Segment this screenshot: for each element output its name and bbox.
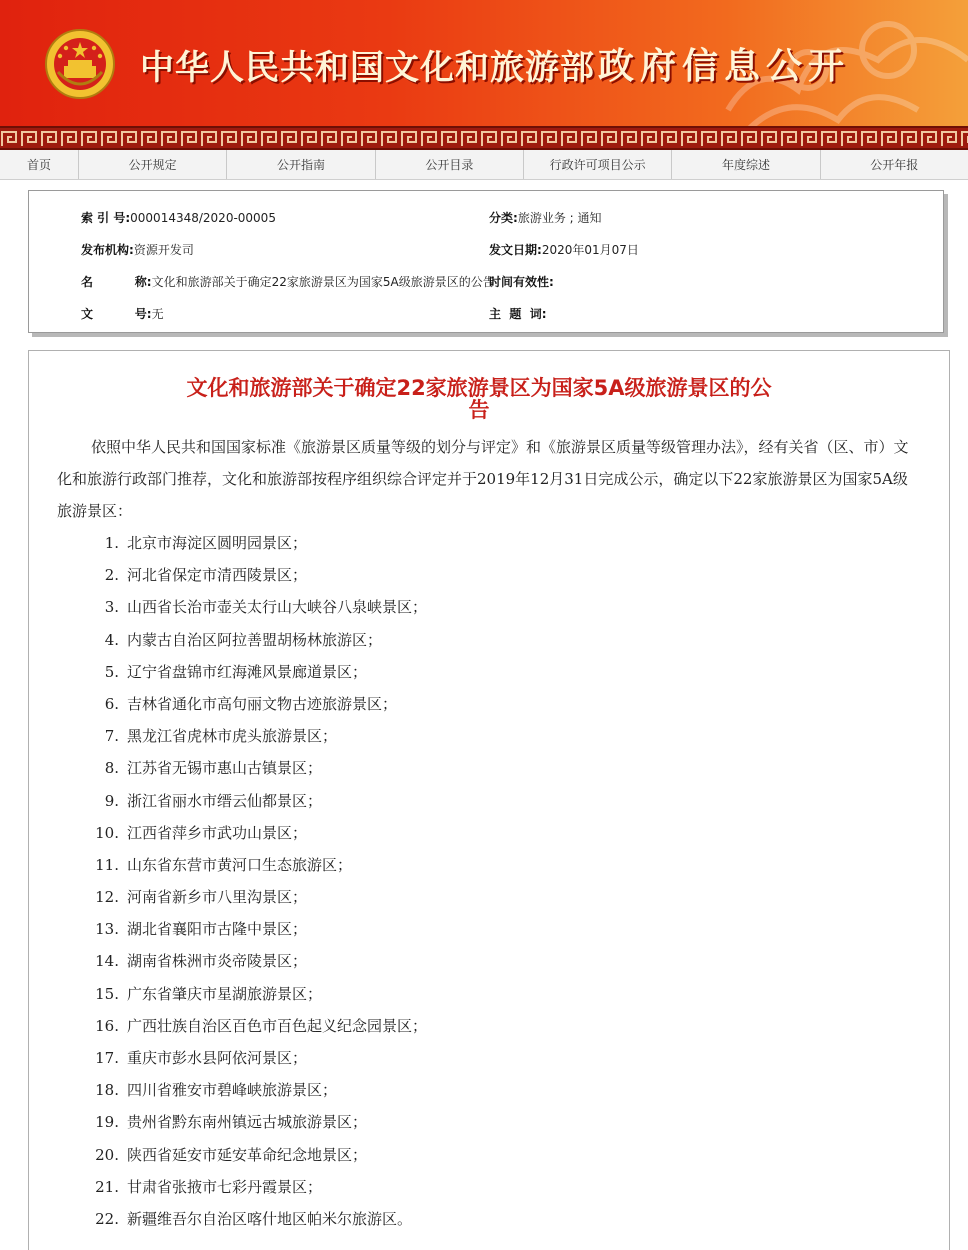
site-name: 中华人民共和国文化和旅游部	[140, 48, 595, 88]
list-item-text: 四川省雅安市碧峰峡旅游景区；	[127, 1081, 338, 1100]
list-item-text: 内蒙古自治区阿拉善盟胡杨林旅游区；	[127, 630, 383, 649]
meta-docno-value: 无	[151, 307, 164, 321]
list-item-number: 10.	[95, 823, 119, 842]
scenic-area-list	[85, 527, 427, 1235]
list-item-text: 黑龙江省虎林市虎头旅游景区；	[127, 727, 338, 746]
list-item-text: 山东省东营市黄河口生态旅游区；	[127, 855, 353, 874]
list-item	[85, 591, 427, 623]
meta-index-label: 索 引 号:	[81, 211, 131, 225]
list-item-number: 4.	[104, 630, 119, 649]
list-item	[85, 913, 427, 945]
list-item-text: 新疆维吾尔自治区喀什地区帕米尔旅游区。	[127, 1209, 413, 1228]
list-item-number: 20.	[95, 1145, 119, 1164]
article-intro: 依照中华人民共和国国家标准《旅游景区质量等级的划分与评定》和《旅游景区质量等级管理办法》，经有关省（区、市）文化和旅游行政部门推荐，文化和旅游部按程序组织综合评定并于2019年12月31日完成公示，确定以下22家旅游景区为国家5A级旅游景区：	[57, 438, 909, 520]
list-item-number: 19.	[95, 1113, 119, 1132]
list-item-text: 湖北省襄阳市古隆中景区；	[127, 920, 308, 939]
list-item	[85, 817, 427, 849]
meta-docno-label: 文 号:	[81, 307, 152, 321]
list-item-number: 2.	[104, 566, 119, 585]
list-item	[85, 720, 427, 752]
list-item	[85, 1010, 427, 1042]
list-item	[85, 688, 427, 720]
meta-keywords-label: 主 题 词:	[489, 307, 547, 321]
list-item-text: 重庆市彭水县阿依河景区；	[127, 1049, 308, 1067]
nav-disclosure-catalog[interactable]: 公开目录	[376, 150, 524, 179]
list-item-number: 11.	[95, 855, 119, 874]
list-item-number: 22.	[95, 1209, 119, 1228]
list-item-text: 广西壮族自治区百色市百色起义纪念园景区；	[127, 1016, 428, 1035]
list-item-number: 8.	[104, 759, 119, 778]
meta-keywords	[489, 305, 547, 322]
section-name: 政府信息公开	[598, 45, 851, 87]
list-item-text: 湖南省株洲市炎帝陵景区；	[127, 952, 308, 971]
list-item-number: 15.	[95, 984, 119, 1003]
list-item-number: 3.	[104, 598, 119, 617]
nav-home[interactable]: 首页	[0, 150, 79, 179]
list-item-number: 5.	[104, 662, 119, 681]
list-item-text: 甘肃省张掖市七彩丹霞景区；	[127, 1177, 323, 1196]
list-item-text: 河北省保定市清西陵景区；	[127, 566, 308, 585]
meta-publisher-label: 发布机构:	[81, 243, 134, 257]
list-item-text: 山西省长治市壶关太行山大峡谷八泉峡景区；	[127, 598, 428, 617]
list-item-text: 陕西省延安市延安革命纪念地景区；	[127, 1145, 368, 1164]
header-banner	[0, 0, 968, 126]
list-item	[85, 656, 427, 688]
nav-annual-review[interactable]: 年度综述	[672, 150, 820, 179]
nav-annual-report[interactable]: 公开年报	[870, 158, 919, 172]
nav-admin-license[interactable]: 行政许可项目公示	[524, 150, 672, 179]
list-item	[85, 752, 427, 784]
main-nav	[0, 150, 968, 180]
national-emblem-icon	[44, 28, 116, 100]
nav-disclosure-guide[interactable]: 公开指南	[227, 150, 375, 179]
list-item-text: 江苏省无锡市惠山古镇景区；	[127, 759, 323, 778]
list-item-number: 6.	[104, 694, 119, 713]
list-item-number: 17.	[95, 1049, 119, 1067]
list-item-text: 贵州省黔东南州镇远古城旅游景区；	[127, 1113, 368, 1132]
meta-index	[81, 209, 276, 226]
list-item-text: 吉林省通化市高句丽文物古迹旅游景区；	[127, 694, 398, 713]
meta-docno	[81, 305, 164, 322]
list-item-number: 18.	[95, 1081, 119, 1100]
list-item-number: 14.	[95, 952, 119, 971]
meta-category-value: 旅游业务 ; 通知	[517, 211, 602, 225]
list-item	[85, 1106, 427, 1138]
list-item-text: 江西省萍乡市武功山景区；	[127, 823, 308, 842]
list-item	[85, 559, 427, 591]
list-item-number: 1.	[104, 534, 119, 552]
list-item	[85, 527, 427, 559]
document-meta-box	[28, 190, 944, 333]
list-item-number: 7.	[104, 727, 119, 746]
list-item-number: 21.	[95, 1177, 119, 1196]
article-title-line1: 文化和旅游部关于确定22家旅游景区为国家5A级旅游景区的公	[186, 376, 772, 400]
list-item-text: 浙江省丽水市缙云仙都景区；	[127, 791, 323, 810]
list-item	[85, 1139, 427, 1171]
meta-name-value: 文化和旅游部关于确定22家旅游景区为国家5A级旅游景区的公告	[151, 275, 495, 289]
meta-date-label: 发文日期:	[489, 243, 542, 257]
list-item-text: 河南省新乡市八里沟景区；	[127, 888, 308, 907]
decorative-border	[0, 126, 968, 150]
meta-name-label: 名 称:	[81, 275, 152, 289]
nav-disclosure-rules[interactable]: 公开规定	[79, 150, 227, 179]
list-item-number: 13.	[95, 920, 119, 939]
list-item	[85, 1042, 427, 1074]
meta-name	[81, 273, 495, 290]
fret-pattern-decoration	[0, 128, 968, 148]
list-item	[85, 624, 427, 656]
meta-publisher-value: 资源开发司	[133, 243, 194, 257]
meta-date-value: 2020年01月07日	[541, 243, 639, 257]
article-title	[129, 377, 829, 421]
meta-validity-label: 时间有效性:	[489, 275, 554, 289]
list-item	[85, 945, 427, 977]
article-title-line2: 告	[468, 398, 490, 422]
list-item-text: 广东省肇庆市星湖旅游景区；	[127, 984, 323, 1003]
list-item-number: 16.	[95, 1016, 119, 1035]
list-item	[85, 1171, 427, 1203]
list-item-text: 辽宁省盘锦市红海滩风景廊道景区；	[127, 662, 368, 681]
list-item-number: 9.	[104, 791, 119, 810]
meta-category-label: 分类:	[489, 211, 518, 225]
list-item	[85, 1203, 427, 1235]
meta-publisher	[81, 241, 194, 258]
meta-category	[489, 209, 602, 226]
list-item	[85, 1074, 427, 1106]
list-item	[85, 881, 427, 913]
meta-validity	[489, 273, 554, 290]
list-item-text: 北京市海淀区圆明园景区；	[127, 534, 308, 552]
meta-date	[489, 241, 639, 258]
list-item	[85, 849, 427, 881]
list-item	[85, 978, 427, 1010]
meta-index-value: 000014348/2020-00005	[130, 211, 276, 225]
list-item	[85, 785, 427, 817]
article-content	[28, 350, 950, 1250]
list-item-number: 12.	[95, 888, 119, 907]
